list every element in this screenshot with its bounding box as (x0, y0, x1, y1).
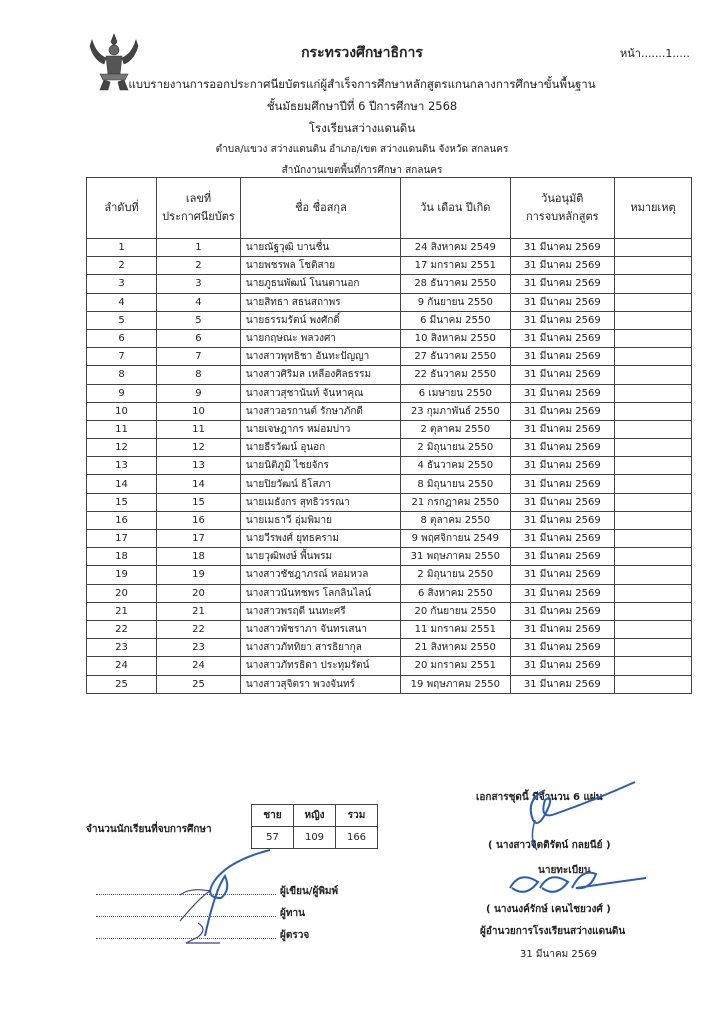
role-checker: ผู้ตรวจ (280, 930, 310, 941)
table-row (87, 493, 692, 511)
cell-birthdate: 2 มิถุนายน 2550 (401, 439, 511, 457)
summary-header-total: รวม (336, 805, 378, 827)
cell-approval-date: 31 มีนาคม 2569 (510, 657, 614, 675)
cell-remarks (614, 457, 691, 475)
cell-remarks (614, 493, 691, 511)
cell-full-name: นางสาวชัชฎาภรณ์ หอมหวล (240, 566, 400, 584)
cell-approval-date: 31 มีนาคม 2569 (510, 348, 614, 366)
cell-approval-date: 31 มีนาคม 2569 (510, 675, 614, 693)
cell-birthdate: 28 ธันวาคม 2550 (401, 275, 511, 293)
cell-order: 24 (87, 657, 157, 675)
cell-certificate-no: 22 (157, 620, 241, 638)
table-row (87, 257, 692, 275)
cell-birthdate: 8 มิถุนายน 2550 (401, 475, 511, 493)
col-header-name: ชื่อ ชื่อสกุล (240, 178, 400, 239)
summary-header-female: หญิง (294, 805, 336, 827)
cell-order: 22 (87, 620, 157, 638)
cell-order: 25 (87, 675, 157, 693)
cell-certificate-no: 23 (157, 639, 241, 657)
table-row (87, 530, 692, 548)
cell-birthdate: 21 สิงหาคม 2550 (401, 639, 511, 657)
school-name: โรงเรียนสว่างแดนดิน (308, 121, 416, 135)
cell-certificate-no: 12 (157, 439, 241, 457)
cell-full-name: นายวุฒิพงษ์ พื้นพรม (240, 548, 400, 566)
cell-approval-date: 31 มีนาคม 2569 (510, 475, 614, 493)
cell-remarks (614, 620, 691, 638)
table-row (87, 239, 692, 257)
table-row (87, 311, 692, 329)
cell-certificate-no: 21 (157, 602, 241, 620)
cell-full-name: นายธรรมรัตน์ พงศักดิ์ (240, 311, 400, 329)
cell-order: 3 (87, 275, 157, 293)
cell-remarks (614, 420, 691, 438)
cell-certificate-no: 13 (157, 457, 241, 475)
cell-order: 6 (87, 329, 157, 347)
cell-order: 7 (87, 348, 157, 366)
cell-order: 10 (87, 402, 157, 420)
cell-full-name: นางสาวพรฤดี นนทะศรี (240, 602, 400, 620)
cell-birthdate: 4 ธันวาคม 2550 (401, 457, 511, 475)
report-title: แบบรายงานการออกประกาศนียบัตรแก่ผู้สำเร็จการศึกษาหลักสูตรแกนกลางการศึกษาขั้นพื้นฐาน (128, 77, 596, 91)
cell-full-name: นายพชรพล โชติสาย (240, 257, 400, 275)
cell-order: 14 (87, 475, 157, 493)
table-row (87, 439, 692, 457)
table-row (87, 384, 692, 402)
school-address: ตำบล/แขวง สว่างแดนดิน อำเภอ/เขต สว่างแดนดิน จังหวัด สกลนคร (215, 144, 509, 155)
cell-order: 8 (87, 366, 157, 384)
cell-approval-date: 31 มีนาคม 2569 (510, 275, 614, 293)
grade-year: ชั้นมัธยมศึกษาปีที่ 6 ปีการศึกษา 2568 (266, 99, 458, 113)
cell-certificate-no: 7 (157, 348, 241, 366)
cell-approval-date: 31 มีนาคม 2569 (510, 530, 614, 548)
cell-approval-date: 31 มีนาคม 2569 (510, 384, 614, 402)
cell-full-name: นายสิทธา สธนสถาพร (240, 293, 400, 311)
director-title: ผู้อำนวยการโรงเรียนสว่างแดนดิน (480, 926, 626, 937)
cell-certificate-no: 6 (157, 329, 241, 347)
cell-approval-date: 31 มีนาคม 2569 (510, 493, 614, 511)
table-row (87, 639, 692, 657)
cell-remarks (614, 530, 691, 548)
cell-birthdate: 8 ตุลาคม 2550 (401, 511, 511, 529)
cell-full-name: นายเจษฎากร หม่อมบ่าว (240, 420, 400, 438)
cell-order: 2 (87, 257, 157, 275)
table-row (87, 275, 692, 293)
cell-approval-date: 31 มีนาคม 2569 (510, 329, 614, 347)
cell-approval-date: 31 มีนาคม 2569 (510, 366, 614, 384)
cell-approval-date: 31 มีนาคม 2569 (510, 439, 614, 457)
cell-full-name: นายเมธาวี อุ่มพิมาย (240, 511, 400, 529)
cell-full-name: นายวีรพงศ์ ยุทธคราม (240, 530, 400, 548)
cell-full-name: นายภูธนพัฒน์ โนนตานอก (240, 275, 400, 293)
cell-order: 21 (87, 602, 157, 620)
cell-order: 4 (87, 293, 157, 311)
table-row (87, 566, 692, 584)
table-row (87, 657, 692, 675)
table-row (87, 329, 692, 347)
table-row (87, 511, 692, 529)
cell-approval-date: 31 มีนาคม 2569 (510, 566, 614, 584)
cell-birthdate: 31 พฤษภาคม 2550 (401, 548, 511, 566)
cell-birthdate: 9 กันยายน 2550 (401, 293, 511, 311)
cell-birthdate: 9 พฤศจิกายน 2549 (401, 530, 511, 548)
sign-date: 31 มีนาคม 2569 (520, 949, 597, 960)
cell-remarks (614, 639, 691, 657)
cell-certificate-no: 5 (157, 311, 241, 329)
cell-full-name: นางสาวภัทรธิดา ประทุมรัตน์ (240, 657, 400, 675)
cell-certificate-no: 11 (157, 420, 241, 438)
cell-full-name: นางสาวอรกานต์ รักษาภักดี (240, 402, 400, 420)
table-row (87, 602, 692, 620)
cell-certificate-no: 4 (157, 293, 241, 311)
cell-full-name: นางสาวภัททิยา สารธิยากุล (240, 639, 400, 657)
cell-birthdate: 22 ธันวาคม 2550 (401, 366, 511, 384)
cell-birthdate: 21 กรกฎาคม 2550 (401, 493, 511, 511)
registrar-title: นายทะเบียน (538, 865, 591, 876)
cell-remarks (614, 257, 691, 275)
cell-certificate-no: 19 (157, 566, 241, 584)
cell-remarks (614, 329, 691, 347)
cell-certificate-no: 10 (157, 402, 241, 420)
cell-remarks (614, 566, 691, 584)
cell-remarks (614, 439, 691, 457)
cell-certificate-no: 24 (157, 657, 241, 675)
table-row (87, 475, 692, 493)
cell-approval-date: 31 มีนาคม 2569 (510, 548, 614, 566)
cell-birthdate: 11 มกราคม 2551 (401, 620, 511, 638)
table-row (87, 457, 692, 475)
cell-approval-date: 31 มีนาคม 2569 (510, 257, 614, 275)
cell-full-name: นางสาวพุทธิชา อันทะปัญญา (240, 348, 400, 366)
cell-remarks (614, 239, 691, 257)
cell-order: 13 (87, 457, 157, 475)
summary-table (251, 804, 378, 849)
cell-approval-date: 31 มีนาคม 2569 (510, 457, 614, 475)
cell-full-name: นางสาวนันทชพร โลกลินไลน์ (240, 584, 400, 602)
cell-remarks (614, 402, 691, 420)
writer-signature-icon (160, 845, 280, 955)
cell-birthdate: 6 สิงหาคม 2550 (401, 584, 511, 602)
cell-certificate-no: 2 (157, 257, 241, 275)
cell-remarks (614, 511, 691, 529)
cell-full-name: นายณัฐวุฒิ บานชื่น (240, 239, 400, 257)
summary-male: 57 (252, 827, 294, 849)
cell-certificate-no: 16 (157, 511, 241, 529)
table-row (87, 548, 692, 566)
cell-birthdate: 20 กันยายน 2550 (401, 602, 511, 620)
summary-label: จำนวนนักเรียนที่จบการศึกษา (86, 824, 212, 835)
cell-approval-date: 31 มีนาคม 2569 (510, 293, 614, 311)
cell-birthdate: 2 ตุลาคม 2550 (401, 420, 511, 438)
cell-order: 18 (87, 548, 157, 566)
cell-order: 15 (87, 493, 157, 511)
cell-full-name: นายนิติภูมิ ไชยจักร (240, 457, 400, 475)
cell-approval-date: 31 มีนาคม 2569 (510, 239, 614, 257)
cell-birthdate: 6 มีนาคม 2550 (401, 311, 511, 329)
cell-approval-date: 31 มีนาคม 2569 (510, 639, 614, 657)
cell-order: 23 (87, 639, 157, 657)
table-row (87, 620, 692, 638)
table-row (87, 675, 692, 693)
table-row (87, 420, 692, 438)
director-name: ( นางนงค์รักษ์ เคนไชยวงศ์ ) (486, 904, 611, 915)
cell-birthdate: 6 เมษายน 2550 (401, 384, 511, 402)
cell-full-name: นางสาวสุชานันท์ จันหาคุณ (240, 384, 400, 402)
cell-remarks (614, 602, 691, 620)
director-signature-icon (500, 866, 670, 906)
table-row (87, 293, 692, 311)
cell-approval-date: 31 มีนาคม 2569 (510, 602, 614, 620)
role-reviewer: ผู้ทาน (280, 908, 305, 919)
cell-order: 17 (87, 530, 157, 548)
cell-birthdate: 19 พฤษภาคม 2550 (401, 675, 511, 693)
cell-certificate-no: 25 (157, 675, 241, 693)
page-number: หน้า.......1..... (620, 47, 690, 60)
cell-order: 19 (87, 566, 157, 584)
summary-header-male: ชาย (252, 805, 294, 827)
cell-birthdate: 24 สิงหาคม 2549 (401, 239, 511, 257)
cell-full-name: นายกฤษณะ พลวงศา (240, 329, 400, 347)
cell-certificate-no: 15 (157, 493, 241, 511)
cell-approval-date: 31 มีนาคม 2569 (510, 511, 614, 529)
table-row (87, 402, 692, 420)
cell-remarks (614, 657, 691, 675)
cell-full-name: นายธีรวัฒน์ อุนอก (240, 439, 400, 457)
cell-certificate-no: 14 (157, 475, 241, 493)
cell-approval-date: 31 มีนาคม 2569 (510, 311, 614, 329)
cell-remarks (614, 675, 691, 693)
cell-approval-date: 31 มีนาคม 2569 (510, 420, 614, 438)
cell-birthdate: 10 สิงหาคม 2550 (401, 329, 511, 347)
cell-approval-date: 31 มีนาคม 2569 (510, 620, 614, 638)
cell-remarks (614, 293, 691, 311)
cell-full-name: นางสาวสุจิตรา พวงจันทร์ (240, 675, 400, 693)
cell-remarks (614, 366, 691, 384)
cell-certificate-no: 1 (157, 239, 241, 257)
registrar-signature-icon (490, 780, 650, 860)
summary-header-row (252, 805, 378, 827)
cell-remarks (614, 348, 691, 366)
cell-order: 9 (87, 384, 157, 402)
cell-order: 12 (87, 439, 157, 457)
cell-remarks (614, 311, 691, 329)
summary-female: 109 (294, 827, 336, 849)
role-writer: ผู้เขียน/ผู้พิมพ์ (280, 886, 339, 897)
cell-order: 11 (87, 420, 157, 438)
registrar-name: ( นางสาวจิตติรัตน์ กลยนีย์ ) (488, 840, 611, 851)
cell-certificate-no: 9 (157, 384, 241, 402)
cell-full-name: นายปิยวัฒน์ ธิโสภา (240, 475, 400, 493)
cell-birthdate: 20 มกราคม 2551 (401, 657, 511, 675)
cell-order: 20 (87, 584, 157, 602)
cell-certificate-no: 20 (157, 584, 241, 602)
cell-remarks (614, 275, 691, 293)
ministry-title: กระทรวงศึกษาธิการ (301, 45, 423, 61)
education-office: สำนักงานเขตพื้นที่การศึกษา สกลนคร (281, 165, 443, 176)
cell-remarks (614, 475, 691, 493)
table-row (87, 584, 692, 602)
col-header-order: ลำดับที่ (87, 178, 157, 239)
cell-certificate-no: 8 (157, 366, 241, 384)
col-header-approval-date: วันอนุมัติ การจบหลักสูตร (510, 178, 614, 239)
cell-remarks (614, 384, 691, 402)
cell-order: 16 (87, 511, 157, 529)
cell-certificate-no: 18 (157, 548, 241, 566)
cell-birthdate: 2 มิถุนายน 2550 (401, 566, 511, 584)
cell-approval-date: 31 มีนาคม 2569 (510, 402, 614, 420)
cell-approval-date: 31 มีนาคม 2569 (510, 584, 614, 602)
cell-birthdate: 23 กุมภาพันธ์ 2550 (401, 402, 511, 420)
col-header-certificate-no: เลขที่ ประกาศนียบัตร (157, 178, 241, 239)
cell-certificate-no: 3 (157, 275, 241, 293)
cell-birthdate: 27 ธันวาคม 2550 (401, 348, 511, 366)
cell-full-name: นางสาวพัชราภา จันทรเสนา (240, 620, 400, 638)
col-header-birthdate: วัน เดือน ปีเกิด (401, 178, 511, 239)
table-header-row (87, 178, 692, 239)
cell-certificate-no: 17 (157, 530, 241, 548)
summary-total: 166 (336, 827, 378, 849)
cell-order: 1 (87, 239, 157, 257)
col-header-remarks: หมายเหตุ (614, 178, 691, 239)
cell-full-name: นายเมธังกร สุทธิวรรณา (240, 493, 400, 511)
document-count: เอกสารชุดนี้ มีจำนวน 6 แผ่น (476, 792, 603, 803)
cell-birthdate: 17 มกราคม 2551 (401, 257, 511, 275)
cell-remarks (614, 548, 691, 566)
cell-remarks (614, 584, 691, 602)
table-row (87, 366, 692, 384)
cell-order: 5 (87, 311, 157, 329)
cell-full-name: นางสาวศิริมล เหลืองศิลธรรม (240, 366, 400, 384)
table-row (87, 348, 692, 366)
graduates-table (86, 177, 692, 694)
